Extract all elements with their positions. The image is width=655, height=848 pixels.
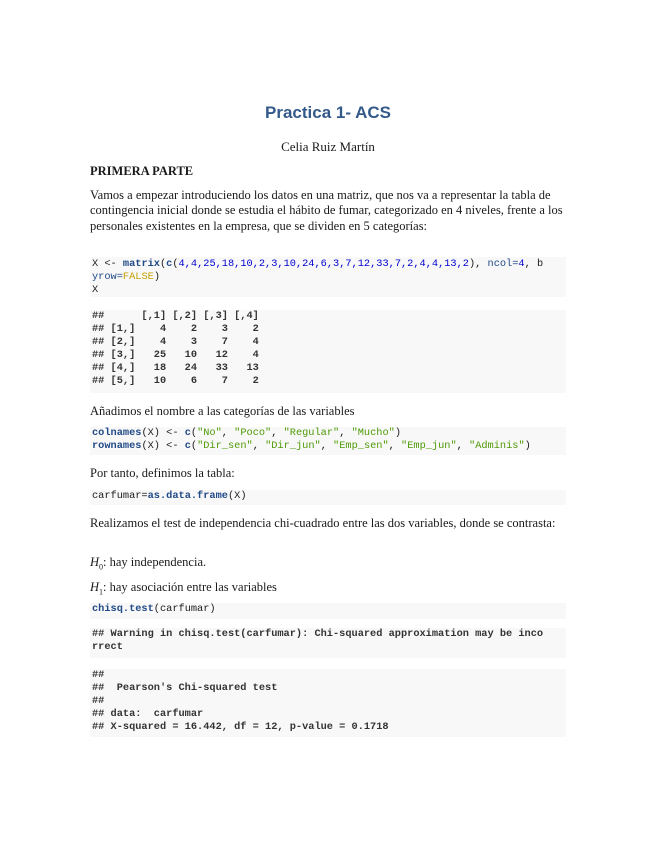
output-line: ## [,1] [,2] [,3] [,4] bbox=[92, 310, 259, 322]
output-line: rrect bbox=[92, 641, 123, 653]
output-line: ## [4,] 18 24 33 13 bbox=[92, 362, 259, 374]
document-title: Practica 1- ACS bbox=[265, 103, 391, 122]
test-paragraph: Realizamos el test de independencia chi-cuadrado entre las dos variables, donde se contrasta: bbox=[90, 516, 556, 530]
output-warning bbox=[90, 628, 566, 658]
output-line: ## Warning in chisq.test(carfumar): Chi-squared approximation may be inco bbox=[92, 628, 544, 640]
output-line: ## Pearson's Chi-squared test bbox=[92, 682, 278, 694]
hypothesis-alternative: $H_1$: hay asociación entre las variables bbox=[90, 580, 277, 597]
output-line: ## [5,] 10 6 7 2 bbox=[92, 375, 259, 387]
code-block-matrix: X <- matrix(c(4,4,25,18,10,2,3,10,24,6,3,7,12,33,7,2,4,4,13,2), ncol=4, b yrow=FALSE) X bbox=[90, 257, 566, 297]
intro-paragraph: Vamos a empezar introduciendo los datos en una matriz, que nos va a representar la tabla de contingencia inicial donde se estudia el hábito de fumar, categorizado en 4 niveles, frente a los personales existentes en la empresa, que se dividen en 5 categorías: bbox=[90, 188, 563, 233]
names-paragraph: Añadimos el nombre a las categorías de las variables bbox=[90, 404, 355, 418]
code-block-chisq: chisq.test(carfumar) bbox=[90, 603, 566, 619]
output-test-result bbox=[90, 669, 566, 737]
output-matrix bbox=[90, 310, 566, 393]
output-line: ## bbox=[92, 695, 105, 707]
code-block-names: colnames(X) <- c("No", "Poco", "Regular", "Mucho") rownames(X) <- c("Dir_sen", "Dir_jun", "Emp_sen", "Emp_jun", "Adminis") bbox=[90, 427, 566, 455]
output-line: ## X-squared = 16.442, df = 12, p-value = 0.1718 bbox=[92, 721, 389, 733]
output-line: ## [2,] 4 3 7 4 bbox=[92, 336, 259, 348]
output-line: ## [3,] 25 10 12 4 bbox=[92, 349, 259, 361]
section-heading: PRIMERA PARTE bbox=[90, 164, 194, 178]
code-block-dataframe: carfumar=as.data.frame(X) bbox=[90, 490, 566, 505]
table-paragraph: Por tanto, definimos la tabla: bbox=[90, 466, 235, 480]
output-line: ## [1,] 4 2 3 2 bbox=[92, 323, 259, 335]
output-line: ## data: carfumar bbox=[92, 708, 204, 720]
output-line: ## bbox=[92, 669, 105, 681]
author-name: Celia Ruiz Martín bbox=[281, 139, 375, 154]
hypothesis-null: $H_0$: hay independencia. bbox=[90, 555, 207, 572]
